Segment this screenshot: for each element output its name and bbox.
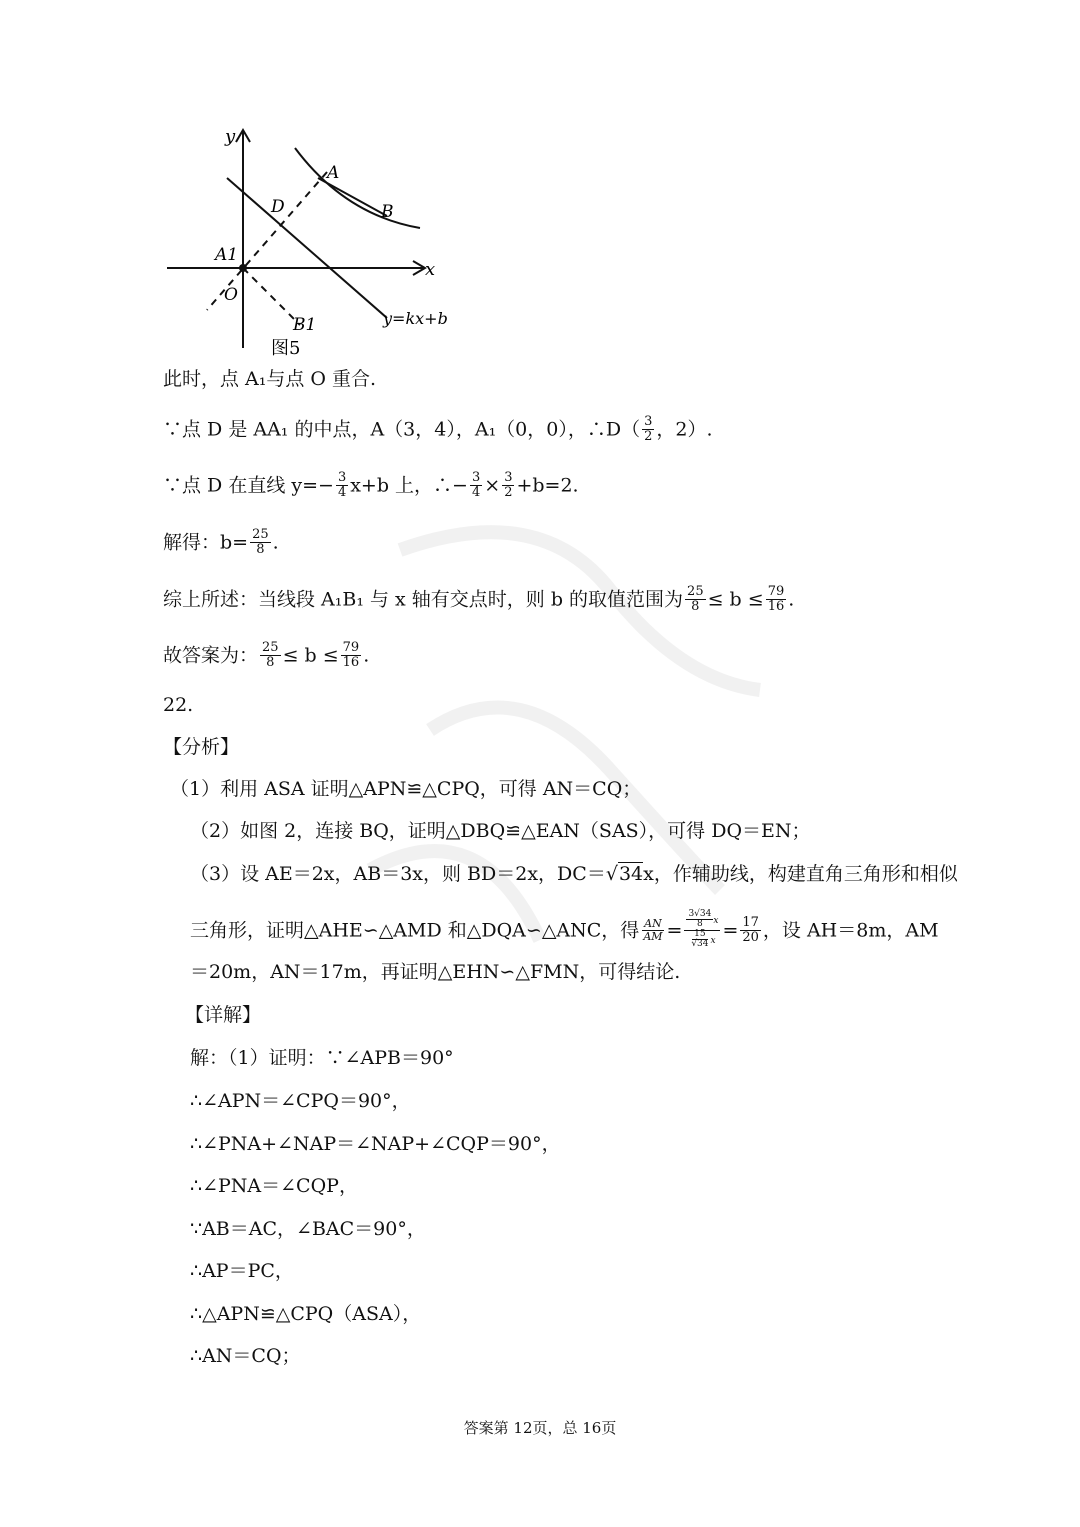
frac-den: 8 (691, 599, 700, 614)
label-line: y=kx+b (383, 309, 448, 328)
text-d6: ∴AP＝PC， (190, 1260, 294, 1282)
frac-den: 8 (697, 919, 703, 929)
text-a5: ＝20m，AN＝17m，再证明△EHN∽△FMN，可得结论. (190, 961, 681, 983)
frac-num: 25 (252, 527, 269, 542)
text-line-4 (163, 529, 279, 558)
frac-num: 79 (342, 640, 360, 655)
frac-den: AM (643, 930, 663, 943)
frac-den: 2 (644, 429, 653, 444)
text-line-5 (163, 586, 794, 615)
frac-den: 16 (767, 599, 785, 614)
text-a4a: 三角形，证明△AHE∽△AMD 和△DQA∽△ANC，得 (190, 919, 640, 942)
label-x: x (425, 259, 436, 280)
frac-den: 2 (504, 485, 513, 500)
figure-caption: 图5 (271, 338, 301, 359)
analysis-heading (163, 735, 239, 759)
detail-1 (190, 1046, 454, 1070)
dashed-line-OB1 (243, 268, 300, 325)
text-eq: = (666, 919, 683, 942)
frac-den: 16 (342, 655, 360, 670)
frac-num: 25 (262, 640, 279, 655)
fraction (766, 585, 787, 614)
text-l4b: . (272, 531, 279, 554)
point-origin (239, 264, 247, 272)
analysis-4 (190, 909, 939, 951)
text-d2: ∴∠APN＝∠CPQ＝90°， (190, 1090, 411, 1112)
text-l3a: ∵点 D 在直线 y=− (163, 474, 334, 497)
text-line-6 (163, 642, 369, 671)
text-l3c: × (484, 474, 501, 497)
text-a3a: （3）设 AE＝2x，AB＝3x，则 BD＝2x，DC＝ (190, 863, 606, 885)
text-d8: ∴AN＝CQ； (190, 1345, 301, 1367)
frac-den: 8 (266, 655, 275, 670)
text-d7: ∴△APN≌△CPQ（ASA）， (190, 1303, 422, 1325)
frac-num: 3 (337, 470, 347, 485)
text-l2b: ，2）. (656, 418, 713, 441)
text-a1: （1）利用 ASA 证明△APN≌△CPQ，可得 AN＝CQ； (170, 778, 642, 800)
frac-den: 4 (471, 485, 481, 500)
hyperbola-curve (295, 148, 420, 228)
fraction (341, 641, 362, 670)
text-line-1 (163, 367, 376, 391)
frac-num: 79 (767, 584, 785, 599)
detail-6 (190, 1259, 294, 1283)
complex-frac-top (684, 911, 720, 931)
text-l2a: ∵点 D 是 AA₁ 的中点，A（3，4），A₁（0，0），∴D（ (163, 418, 641, 441)
analysis-3: （3）设 AE＝2x，AB＝3x，则 BD＝2x，DC＝√34x，作辅助线，构建直角三角形和相似 (190, 863, 958, 885)
frac-num: AN (644, 917, 662, 930)
label-D: D (271, 197, 285, 217)
var-x: x (713, 916, 719, 926)
text-eq: = (722, 919, 739, 942)
label-A1: A1 (215, 245, 239, 265)
line-y-kx-b (227, 178, 387, 318)
text-l6c: . (363, 644, 370, 667)
text-line-3 (163, 472, 579, 501)
detail-2 (190, 1089, 411, 1113)
text-q: 22. (163, 694, 194, 716)
detail-7 (190, 1302, 421, 1326)
text-l5a: 综上所述：当线段 A₁B₁ 与 x 轴有交点时，则 b 的取值范围为 (163, 588, 684, 611)
fraction (470, 471, 482, 500)
fraction (642, 415, 654, 444)
detail-8 (190, 1344, 301, 1368)
detail-5 (190, 1217, 426, 1241)
segment-AB (318, 178, 387, 216)
fraction (740, 916, 761, 945)
text-l6b: ≤ b ≤ (282, 644, 339, 667)
text-detail-head: 【详解】 (185, 1004, 262, 1026)
page-footer: 答案第 12页，总 16页 (463, 1419, 617, 1437)
analysis-5 (190, 960, 680, 984)
text-d4: ∴∠PNA＝∠CQP， (190, 1175, 358, 1197)
frac-num: 3 (504, 470, 513, 485)
label-y: y (225, 126, 236, 147)
text-d3: ∴∠PNA+∠NAP＝∠NAP+∠CQP＝90°， (190, 1133, 561, 1155)
text-l5c: . (788, 588, 795, 611)
text-d1: 解：（1）证明：∵∠APB＝90° (190, 1047, 454, 1069)
fraction (685, 585, 706, 614)
frac-den: √34 (691, 939, 709, 949)
label-B1: B1 (293, 315, 317, 335)
detail-4 (190, 1174, 358, 1198)
fraction (250, 528, 271, 557)
text-analysis-head: 【分析】 (163, 736, 240, 758)
text-l6a: 故答案为： (163, 644, 259, 667)
fraction (502, 471, 514, 500)
text-l1: 此时，点 A₁与点 O 重合. (163, 368, 377, 390)
detail-3 (190, 1132, 561, 1156)
text-d5: ∵AB＝AC，∠BAC＝90°， (190, 1218, 426, 1240)
text-a2: （2）如图 2，连接 BQ，证明△DBQ≌△EAN（SAS），可得 DQ＝EN； (190, 820, 811, 842)
label-O: O (224, 285, 238, 305)
text-a4b: ，设 AH＝8m，AM (762, 919, 939, 942)
frac-den: 4 (337, 485, 347, 500)
text-l5b: ≤ b ≤ (707, 588, 764, 611)
frac-num: 3 (644, 414, 653, 429)
label-A: A (327, 163, 340, 183)
frac-den: 20 (742, 930, 759, 945)
label-B: B (381, 202, 394, 222)
text-a3b: x，作辅助线，构建直角三角形和相似 (643, 863, 958, 885)
question-number (163, 693, 193, 717)
complex-fraction (684, 911, 720, 950)
var-x: x (710, 936, 716, 946)
frac-num: 3 (471, 470, 481, 485)
frac-num: 17 (742, 915, 759, 930)
text-l4a: 解得：b= (163, 531, 249, 554)
frac-num: 25 (687, 584, 704, 599)
frac-num: 3√34 (688, 909, 712, 919)
text-l3b: x+b 上，∴− (350, 474, 468, 497)
text-l3d: +b=2. (516, 474, 579, 497)
fraction (336, 471, 348, 500)
fraction (260, 641, 281, 670)
fraction (641, 918, 664, 943)
analysis-1 (170, 777, 641, 801)
detail-heading (185, 1003, 261, 1027)
figure-5 (155, 120, 465, 360)
frac-den: 8 (256, 542, 265, 557)
complex-frac-bottom (687, 931, 717, 950)
frac-num: 15 (694, 929, 706, 939)
text-line-2 (163, 416, 713, 445)
analysis-2 (190, 819, 811, 843)
sqrt-value: 34 (618, 863, 644, 885)
